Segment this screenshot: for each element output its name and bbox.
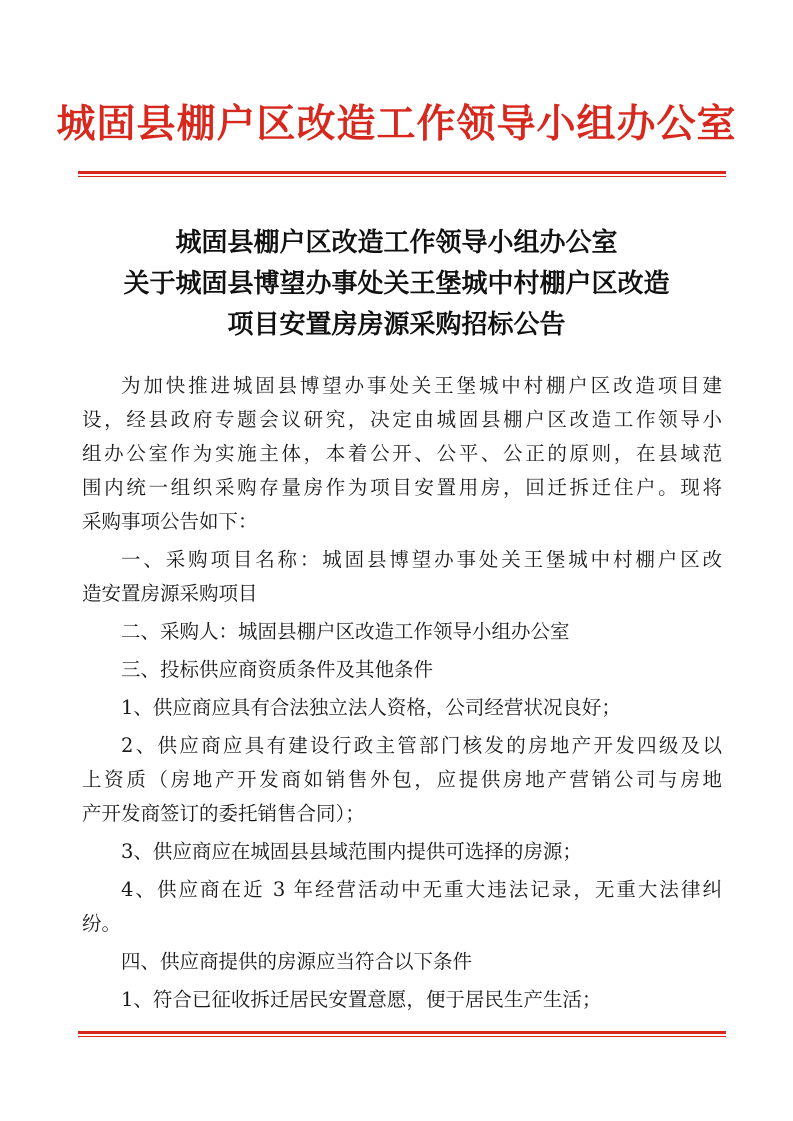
item-4: 四、供应商提供的房源应当符合以下条件 <box>121 950 473 973</box>
item-2: 二、采购人：城固县棚户区改造工作领导小组办公室 <box>121 620 570 643</box>
item-3-3: 3、供应商应在城固县县域范围内提供可选择的房源； <box>121 840 582 863</box>
intro-line: 为加快推进城固县博望办事处关王堡城中村棚户区改造项目建 <box>121 374 722 397</box>
item-3-2-line: 2、供应商应具有建设行政主管部门核发的房地产开发四级及以 <box>121 734 722 757</box>
footer-red-rule-thin <box>78 1036 726 1037</box>
item-3-2-line: 产开发商签订的委托销售合同）； <box>82 802 365 825</box>
letterhead-red-rule-thin <box>78 176 726 177</box>
item-3: 三、投标供应商资质条件及其他条件 <box>121 658 434 681</box>
intro-line: 围内统一组织采购存量房作为项目安置用房，回迁拆迁住户。现将 <box>82 476 722 499</box>
footer-red-rule <box>78 1031 726 1034</box>
letterhead-title: 城固县棚户区改造工作领导小组办公室 <box>56 101 737 147</box>
notice-title-line-1: 城固县棚户区改造工作领导小组办公室 <box>175 228 618 258</box>
item-3-4-line: 纷。 <box>82 912 122 935</box>
notice-title <box>0 223 793 346</box>
item-4-1: 1、符合已征收拆迁居民安置意愿，便于居民生产生活； <box>121 988 602 1011</box>
notice-title-line-2: 关于城固县博望办事处关王堡城中村棚户区改造 <box>123 269 670 299</box>
item-1-line: 造安置房源采购项目 <box>82 582 258 605</box>
intro-line: 组办公室作为实施主体，本着公开、公平、公正的原则，在县域范 <box>82 442 722 465</box>
notice-title-line-3: 项目安置房房源采购招标公告 <box>227 310 566 340</box>
item-3-1: 1、供应商应具有合法独立法人资格，公司经营状况良好； <box>121 696 621 719</box>
intro-line: 采购事项公告如下： <box>82 510 258 533</box>
item-3-2-line: 上资质（房地产开发商如销售外包，应提供房地产营销公司与房地 <box>82 768 722 791</box>
item-3-4-line: 4、供应商在近 3 年经营活动中无重大违法记录，无重大法律纠 <box>121 878 722 901</box>
item-1-line: 一、采购项目名称：城固县博望办事处关王堡城中村棚户区改 <box>121 548 722 571</box>
intro-line: 设，经县政府专题会议研究，决定由城固县棚户区改造工作领导小 <box>82 408 722 431</box>
notice-body <box>82 369 722 1017</box>
letterhead-red-rule <box>78 171 726 174</box>
